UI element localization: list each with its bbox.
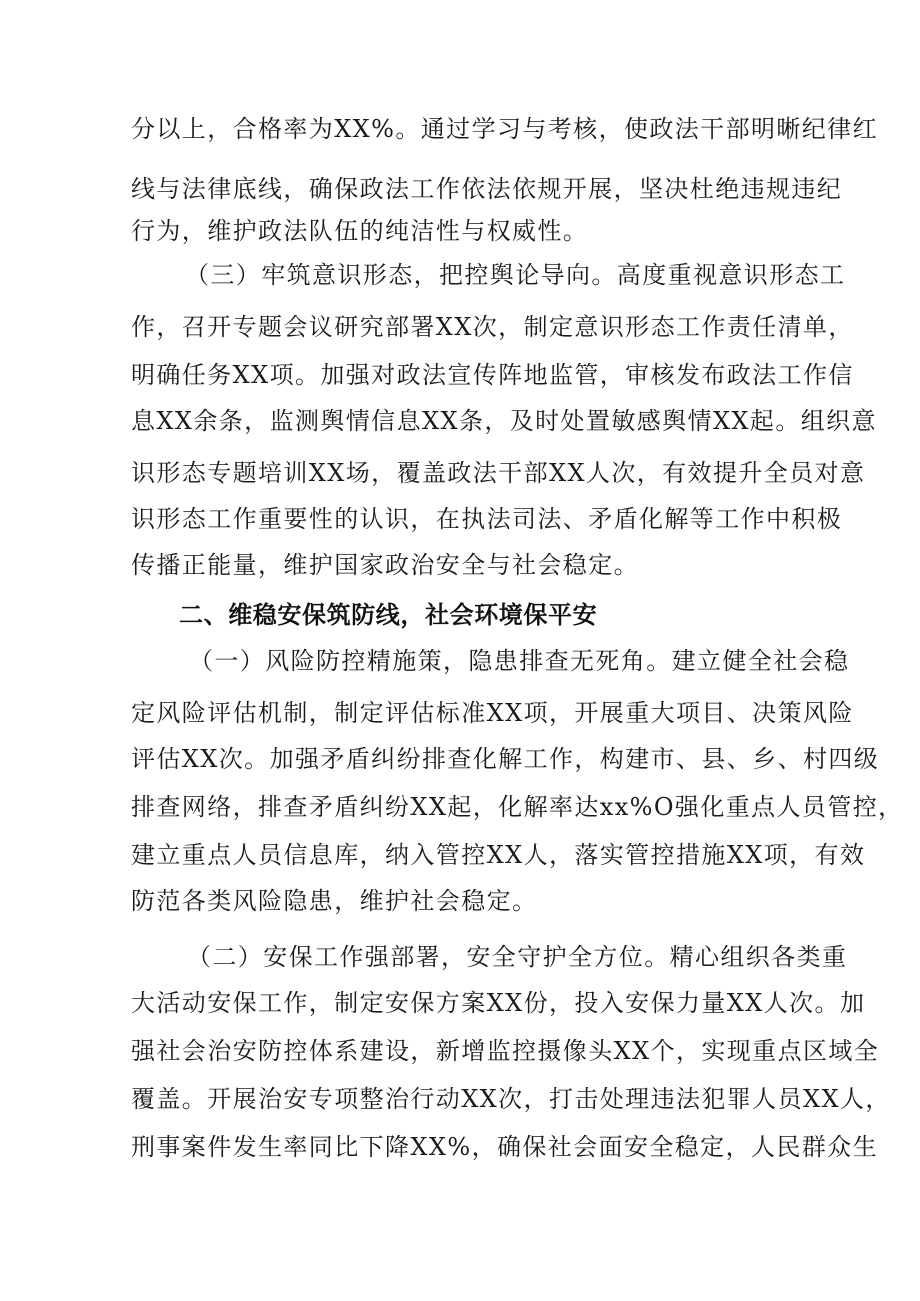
- paragraph-line: （二）安保工作强部署，安全守护全方位。精心组织各类重: [187, 943, 848, 971]
- paragraph-line: 覆盖。开展治安专项整治行动XX次，打击处理违法犯罪人员XX人，: [131, 1085, 891, 1113]
- paragraph-line: 行为，维护政法队伍的纯洁性与权威性。: [131, 217, 589, 245]
- paragraph-line: 线与法律底线，确保政法工作依法依规开展，坚决杜绝违规违纪: [131, 175, 843, 203]
- paragraph-line: 刑事案件发生率同比下降XX%，确保社会面安全稳定，人民群众生: [131, 1133, 878, 1161]
- paragraph-line: 建立重点人员信息库，纳入管控XX人，落实管控措施XX项，有效: [131, 841, 866, 869]
- paragraph-line: 识形态专题培训XX场，覆盖政法干部XX人次，有效提升全员对意: [131, 459, 866, 487]
- paragraph-line: 排查网络，排查矛盾纠纷XX起，化解率达xx%O强化重点人员管控，: [131, 793, 904, 821]
- paragraph-line: 大活动安保工作，制定安保方案XX份，投入安保力量XX人次。加: [131, 989, 866, 1017]
- paragraph-line: 息XX余条，监测舆情信息XX条，及时处置敏感舆情XX起。组织意: [131, 407, 877, 435]
- paragraph-line: 明确任务XX项。加强对政法宣传阵地监管，审核发布政法工作信: [131, 361, 854, 389]
- paragraph-line: 传播正能量，维护国家政治安全与社会稳定。: [131, 551, 639, 579]
- paragraph-line: 分以上，合格率为XX%。通过学习与考核，使政法干部明晰纪律红: [131, 115, 878, 143]
- paragraph-line: 作，召开专题会议研究部署XX次，制定意识形态工作责任清单，: [131, 313, 854, 341]
- paragraph-line: （三）牢筑意识形态，把控舆论导向。高度重视意识形态工: [185, 261, 846, 289]
- paragraph-line: 防范各类风险隐患，维护社会稳定。: [131, 887, 538, 915]
- paragraph-line: 定风险评估机制，制定评估标准XX项，开展重大项目、决策风险: [131, 699, 854, 727]
- paragraph-line: 评估XX次。加强矛盾纠纷排查化解工作，构建市、县、乡、村四级: [131, 745, 880, 773]
- paragraph-line: （一）风险防控精施策，隐患排查无死角。建立健全社会稳: [189, 647, 850, 675]
- section-heading: 二、维稳安保筑防线，社会环境保平安: [179, 601, 598, 629]
- paragraph-line: 强社会治安防控体系建设，新增监控摄像头XX个，实现重点区域全: [131, 1037, 880, 1065]
- paragraph-line: 识形态工作重要性的认识，在执法司法、矛盾化解等工作中积极: [131, 505, 843, 533]
